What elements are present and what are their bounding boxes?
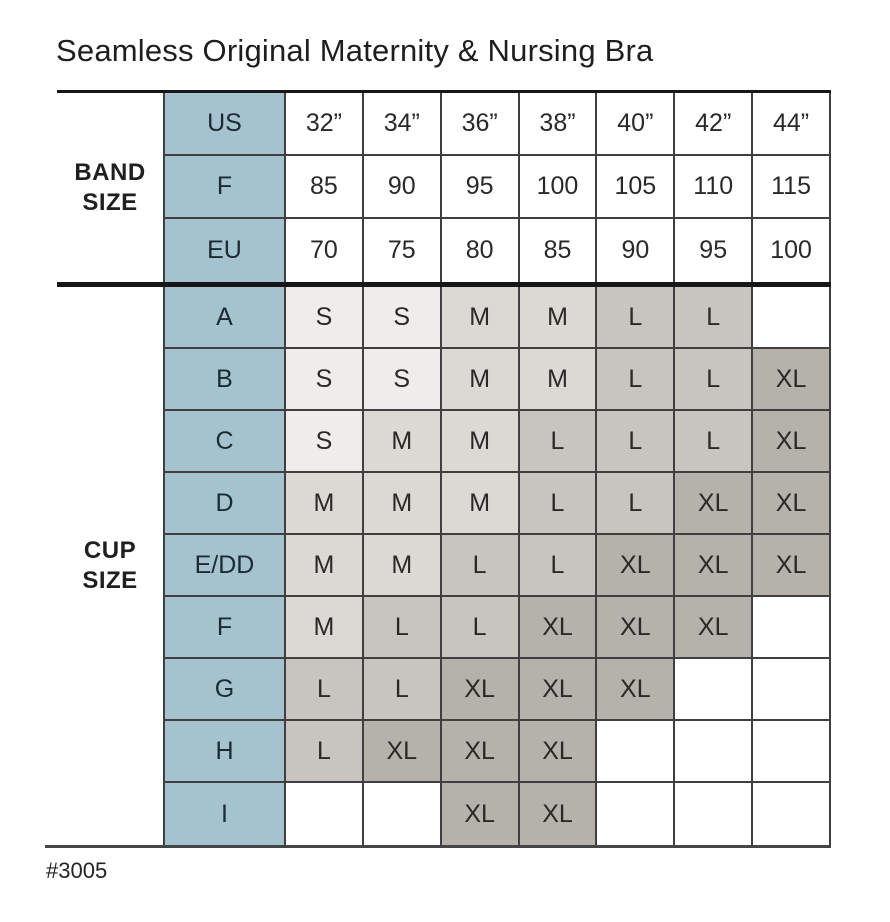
cup-size-section (57, 287, 831, 845)
cup-row-header-h: H (163, 721, 286, 783)
cup-cell: M (520, 287, 598, 349)
cup-cell: L (364, 659, 442, 721)
cup-row-header-g: G (163, 659, 286, 721)
cup-cell: L (675, 349, 753, 411)
band-row-header-f: F (163, 156, 286, 219)
band-cell: 90 (597, 219, 675, 282)
cup-row-header-i: I (163, 783, 286, 845)
band-cell: 100 (520, 156, 598, 219)
cup-cell: L (597, 411, 675, 473)
band-cell: 110 (675, 156, 753, 219)
cup-cell: XL (520, 783, 598, 845)
cup-cell: XL (597, 535, 675, 597)
cup-cell (286, 783, 364, 845)
cup-cell: S (286, 349, 364, 411)
cup-row-header-d: D (163, 473, 286, 535)
cup-cell: M (364, 473, 442, 535)
cup-cell: S (364, 349, 442, 411)
cup-cell: XL (675, 473, 753, 535)
style-number: #3005 (46, 858, 108, 883)
cup-cell (597, 721, 675, 783)
cup-cell: S (364, 287, 442, 349)
cup-cell (675, 721, 753, 783)
cup-cell: XL (442, 783, 520, 845)
cup-row-header-f: F (163, 597, 286, 659)
band-cell: 40” (597, 93, 675, 156)
cup-cell (675, 783, 753, 845)
cup-cell: L (597, 473, 675, 535)
cup-row-header-b: B (163, 349, 286, 411)
cup-cell: XL (597, 597, 675, 659)
cup-cell (753, 287, 831, 349)
cup-cell: XL (675, 597, 753, 659)
cup-row-header-edd: E/DD (163, 535, 286, 597)
cup-cell: M (286, 597, 364, 659)
cup-cell: M (442, 473, 520, 535)
band-cell: 105 (597, 156, 675, 219)
cup-cell: M (442, 349, 520, 411)
cup-cell: XL (442, 721, 520, 783)
cup-cell: L (286, 659, 364, 721)
band-size-section (57, 93, 831, 282)
cup-cell: XL (753, 411, 831, 473)
cup-cell (753, 597, 831, 659)
cup-cell: L (675, 411, 753, 473)
band-size-group-label: BAND SIZE (57, 93, 163, 282)
band-cell: 90 (364, 156, 442, 219)
cup-cell: M (442, 411, 520, 473)
band-cell: 115 (753, 156, 831, 219)
cup-cell: M (520, 349, 598, 411)
cup-cell (364, 783, 442, 845)
cup-cell: L (442, 535, 520, 597)
cup-cell: L (597, 287, 675, 349)
cup-row-header-a: A (163, 287, 286, 349)
cup-cell: XL (442, 659, 520, 721)
band-cell: 36” (442, 93, 520, 156)
cup-row-header-c: C (163, 411, 286, 473)
band-cell: 85 (520, 219, 598, 282)
band-cell: 38” (520, 93, 598, 156)
cup-cell: XL (753, 535, 831, 597)
band-cell: 85 (286, 156, 364, 219)
cup-cell (753, 659, 831, 721)
cup-cell: L (520, 411, 598, 473)
cup-cell: XL (753, 349, 831, 411)
cup-cell: S (286, 287, 364, 349)
cup-size-group-label: CUP SIZE (57, 287, 163, 845)
cup-cell: XL (364, 721, 442, 783)
cup-cell: XL (520, 721, 598, 783)
cup-cell: L (364, 597, 442, 659)
cup-cell: L (597, 349, 675, 411)
band-cell: 75 (364, 219, 442, 282)
cup-cell: L (286, 721, 364, 783)
cup-cell: L (520, 535, 598, 597)
band-cell: 44” (753, 93, 831, 156)
cup-cell: L (520, 473, 598, 535)
cup-cell: XL (520, 659, 598, 721)
band-cell: 34” (364, 93, 442, 156)
page-title: Seamless Original Maternity & Nursing Bra (56, 33, 654, 68)
band-cell: 70 (286, 219, 364, 282)
cup-cell (753, 783, 831, 845)
cup-cell (597, 783, 675, 845)
cup-cell: XL (597, 659, 675, 721)
band-row-header-us: US (163, 93, 286, 156)
cup-cell: S (286, 411, 364, 473)
cup-cell: XL (520, 597, 598, 659)
cup-cell (675, 659, 753, 721)
cup-cell: M (442, 287, 520, 349)
band-cell: 95 (442, 156, 520, 219)
band-row-header-eu: EU (163, 219, 286, 282)
cup-cell: L (442, 597, 520, 659)
cup-cell: XL (675, 535, 753, 597)
cup-cell: M (364, 535, 442, 597)
table-bottom-rule (45, 845, 831, 848)
band-cell: 80 (442, 219, 520, 282)
cup-cell: M (364, 411, 442, 473)
cup-cell: L (675, 287, 753, 349)
cup-cell: M (286, 535, 364, 597)
band-cell: 42” (675, 93, 753, 156)
cup-cell (753, 721, 831, 783)
cup-cell: XL (753, 473, 831, 535)
band-cell: 95 (675, 219, 753, 282)
band-cell: 32” (286, 93, 364, 156)
size-table (57, 90, 831, 848)
cup-cell: M (286, 473, 364, 535)
band-cell: 100 (753, 219, 831, 282)
